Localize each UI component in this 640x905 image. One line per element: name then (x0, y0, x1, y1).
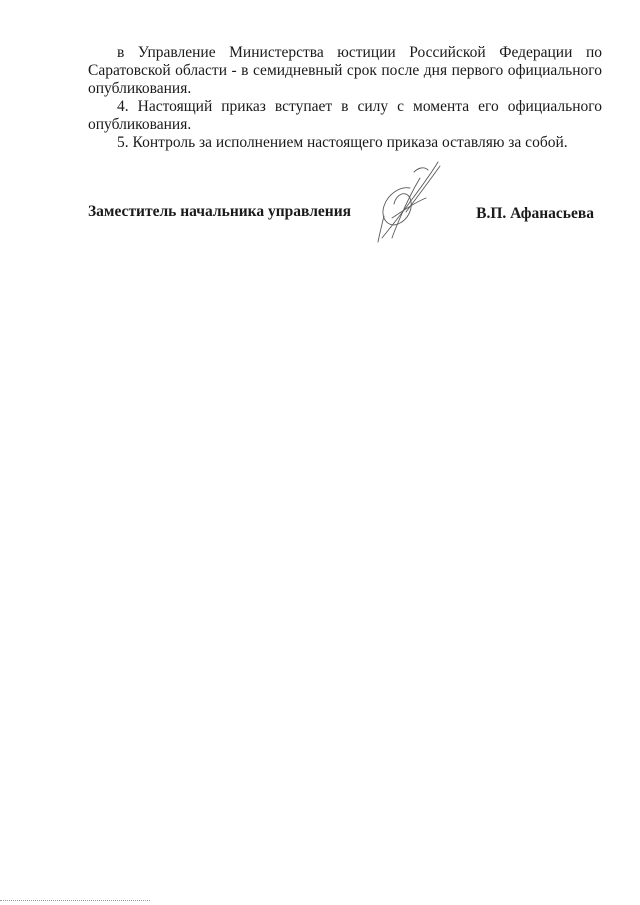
document-body (88, 44, 602, 152)
signatory-name: В.П. Афанасьева (476, 205, 594, 222)
paragraph-item-5: 5. Контроль за исполнением настоящего приказа оставляю за собой. (117, 134, 568, 151)
footer-dotted-mark (0, 898, 150, 901)
signature-row (88, 203, 602, 227)
signatory-position: Заместитель начальника управления (88, 203, 352, 220)
paragraph-item-4: 4. Настоящий приказ вступает в силу с момента его официального опубликования. (88, 98, 602, 133)
paragraph-continuation: в Управление Министерства юстиции Российской Федерации по Саратовской области - в семидневный срок после дня первого официального опубликования. (88, 44, 602, 97)
